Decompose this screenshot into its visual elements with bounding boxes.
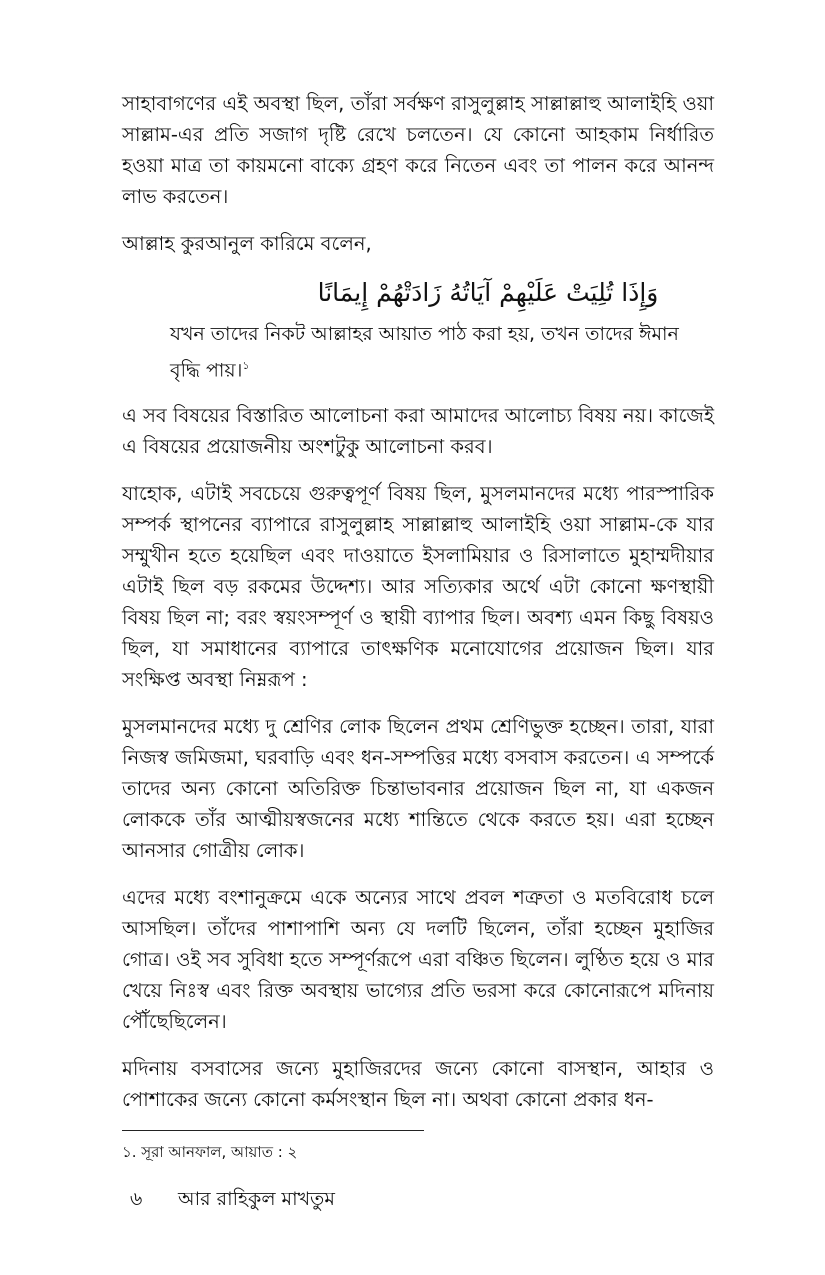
page-footer [130,1187,335,1211]
page-body [122,88,714,1131]
verse-translation-text: যখন তাদের নিকট আল্লাহর আয়াত পাঠ করা হয়, তখন তাদের ঈমান বৃদ্ধি পায়। [170,323,679,382]
paragraph-3: এ সব বিষয়ের বিস্তারিত আলোচনা করা আমাদের আলোচ্য বিষয় নয়। কাজেই এ বিষয়ের প্রয়োজনীয় অংশটুকু আলোচনা করব। [122,404,714,459]
book-title: আর রাহিকুল মাখতুম [178,1188,335,1210]
paragraph-6: এদের মধ্যে বংশানুক্রমে একে অন্যের সাথে প্রবল শত্রুতা ও মতবিরোধ চলে আসছিল। তাঁদের পাশাপাশি অন্য যে দলটি ছিলেন, তাঁরা হচ্ছেন মুহাজির গোত্র। ওই সব সুবিধা হতে সম্পূর্ণরূপে এরা বঞ্চিত ছিলেন। লুণ্ঠিত হয়ে ও মার খেয়ে নিঃস্ব এবং রিক্ত অবস্থায় ভাগ্যের প্রতি ভরসা করে কোনোরূপে মদিনায় পৌঁছেছিলেন। [122,886,714,1034]
paragraph-7: মদিনায় বসবাসের জন্যে মুহাজিরদের জন্যে কোনো বাসস্থান, আহার ও পোশাকের জন্যে কোনো কর্মসংস্থান ছিল না। অথবা কোনো প্রকার ধন- [122,1057,714,1112]
paragraph-1: সাহাবাগণের এই অবস্থা ছিল, তাঁরা সর্বক্ষণ রাসুলুল্লাহ সাল্লাল্লাহু আলাইহি ওয়া সাল্লাম-এর প্রতি সজাগ দৃষ্টি রেখে চলতেন। যে কোনো আহকাম নির্ধারিত হওয়া মাত্র তা কায়মনো বাক্যে গ্রহণ করে নিতেন এবং তা পালন করে আনন্দ লাভ করতেন। [122,92,714,208]
footnote-divider [122,1130,424,1131]
verse-translation [170,319,684,386]
paragraph-2: আল্লাহ কুরআনুল কারিমে বলেন, [122,232,372,255]
paragraph-5: মুসলমানদের মধ্যে দু শ্রেণির লোক ছিলেন প্রথম শ্রেণিভুক্ত হচ্ছেন। তারা, যারা নিজস্ব জমিজমা, ঘরবাড়ি এবং ধন-সম্পত্তির মধ্যে বসবাস করতেন। এ সম্পর্কে তাদের অন্য কোনো অতিরিক্ত চিন্তাভাবনার প্রয়োজন ছিল না, যা একজন লোককে তাঁর আত্মীয়স্বজনের মধ্যে শান্তিতে থেকে করতে হয়। এরা হচ্ছেন আনসার গোত্রীয় লোক। [122,715,714,863]
arabic-verse: وَإِذَا تُلِيَتْ عَلَيْهِمْ آيَاتُهُ زَادَتْهُمْ إِيمَانًا [317,278,659,307]
page-number: ৬ [130,1188,143,1210]
footnote-marker: ১ [242,359,250,372]
paragraph-4: যাহোক, এটাই সবচেয়ে গুরুত্বপূর্ণ বিষয় ছিল, মুসলমানদের মধ্যে পারস্পারিক সম্পর্ক স্থাপনের ব্যাপারে রাসুলুল্লাহ সাল্লাল্লাহু আলাইহি ওয়া সাল্লাম-কে যার সম্মুখীন হতে হয়েছিল এবং দাওয়াতে ইসলামিয়ার ও রিসালাতে মুহাম্মদীয়ার এটাই ছিল বড় রকমের উদ্দেশ্য। আর সত্যিকার অর্থে এটা কোনো ক্ষণস্থায়ী বিষয় ছিল না; বরং স্বয়ংসম্পূর্ণ ও স্থায়ী ব্যাপার ছিল। অবশ্য এমন কিছু বিষয়ও ছিল, যা সমাধানের ব্যাপারে তাৎক্ষণিক মনোযোগের প্রয়োজন ছিল। যার সংক্ষিপ্ত অবস্থা নিম্নরূপ : [122,482,714,692]
footnote: ১. সূরা আনফাল, আয়াত : ২ [122,1143,298,1161]
